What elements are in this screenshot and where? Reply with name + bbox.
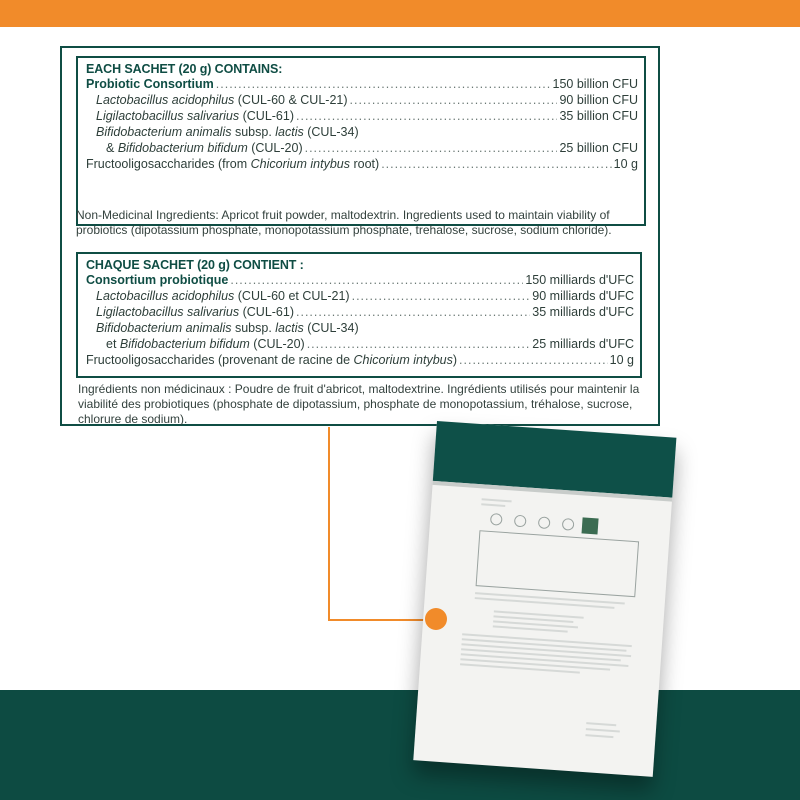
connector-line-horizontal <box>328 619 432 621</box>
connector-line-vertical <box>328 427 330 620</box>
row-probiotic-consortium: Probiotic Consortium ..... 150 billion CFU <box>86 76 638 92</box>
bottom-band <box>0 690 800 800</box>
facts-title-fr: CHAQUE SACHET (20 g) CONTIENT : <box>86 258 304 272</box>
row-bifidum-fr: et Bifidobacterium bifidum (CUL-20) ..... 25 milliards d'UFC <box>86 336 634 352</box>
top-accent-bar <box>0 0 800 27</box>
product-icon <box>562 518 575 531</box>
facts-box-french <box>76 252 642 378</box>
product-logo-icon <box>582 517 599 534</box>
product-icon-row <box>490 513 575 531</box>
product-icon <box>538 516 551 529</box>
non-medicinal-ingredients-fr: Ingrédients non médicinaux : Poudre de fruit d'abricot, maltodextrine. Ingrédients utilisés pour maintenir la viabilité des probiotiques (phosphate de dipotassium, phosphate de monopotassium, tréhalose, sucrose, chlorure de sodium). <box>78 382 640 426</box>
facts-title-en: EACH SACHET (20 g) CONTAINS: <box>86 62 283 76</box>
row-salivarius-fr: Ligilactobacillus salivarius (CUL-61) ..... 35 milliards d'UFC <box>86 304 634 320</box>
product-box-image <box>413 421 676 777</box>
facts-box-english <box>76 56 646 226</box>
connector-dot-icon <box>425 608 447 630</box>
product-icon <box>514 515 527 528</box>
row-fructooligosaccharides: Fructooligosaccharides (from Chicorium intybus root) ..... 10 g <box>86 156 638 172</box>
non-medicinal-ingredients-en: Non-Medicinal Ingredients: Apricot fruit powder, maltodextrin. Ingredients used to maintain viability of probiotics (dipotassium phosphate, monopotassium phosphate, trehalose, sucrose, sodium chloride). <box>76 208 612 237</box>
row-bifidum: & Bifidobacterium bifidum (CUL-20) ..... 25 billion CFU <box>86 140 638 156</box>
row-consortium-probiotique: Consortium probiotique ..... 150 milliards d'UFC <box>86 272 634 288</box>
product-icon <box>490 513 503 526</box>
product-facts-box <box>476 530 640 597</box>
row-salivarius: Ligilactobacillus salivarius (CUL-61) ..... 35 billion CFU <box>86 108 638 124</box>
row-fructooligosaccharides-fr: Fructooligosaccharides (provenant de racine de Chicorium intybus) ..... 10 g <box>86 352 634 368</box>
row-acidophilus-fr: Lactobacillus acidophilus (CUL-60 et CUL-21) ..... 90 milliards d'UFC <box>86 288 634 304</box>
zoomed-label-panel <box>60 46 660 426</box>
row-animalis-fr: Bifidobacterium animalis subsp. lactis (CUL-34) <box>96 321 359 335</box>
row-acidophilus: Lactobacillus acidophilus (CUL-60 & CUL-21) ..... 90 billion CFU <box>86 92 638 108</box>
row-animalis: Bifidobacterium animalis subsp. lactis (CUL-34) <box>96 125 359 139</box>
